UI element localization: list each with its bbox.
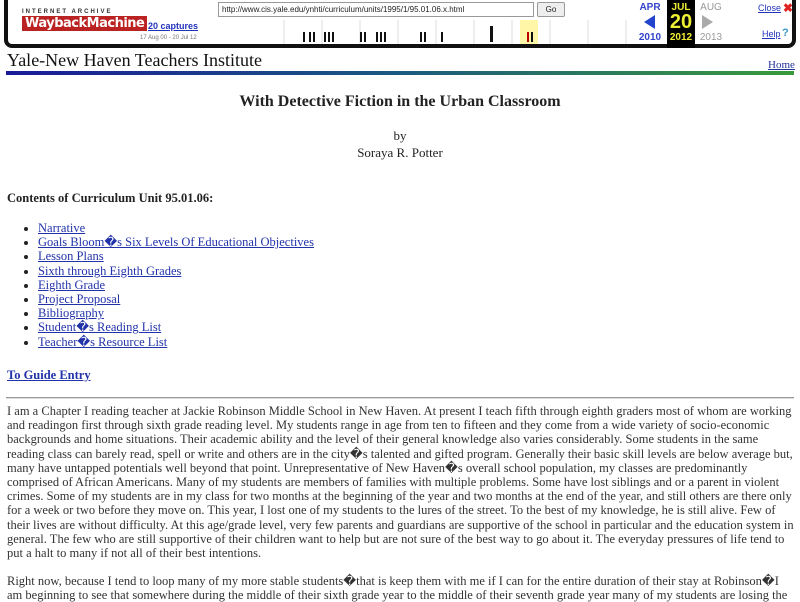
contents-heading: Contents of Curriculum Unit 95.01.06: bbox=[7, 191, 214, 205]
contents-link[interactable]: Lesson Plans bbox=[38, 249, 104, 264]
captures-range: 17 Aug 00 - 20 Jul 12 bbox=[140, 35, 197, 41]
prev-arrow-icon[interactable] bbox=[644, 15, 655, 29]
help-icon[interactable]: ? bbox=[782, 27, 789, 39]
list-item bbox=[38, 249, 314, 263]
page-title: With Detective Fiction in the Urban Classroom bbox=[239, 93, 561, 110]
section-divider bbox=[6, 397, 794, 399]
list-item bbox=[38, 335, 314, 349]
paragraph: I am a Chapter I reading teacher at Jackie Robinson Middle School in New Haven. At present I teach fifth through eighth graders most of whom are working and readingon first through sixth grade reading level. My students range in age from ten to fifteen and they come from a wide variety of socio-economic backgrounds and home situations. Their academic ability and the level of their general knowledge also varies considerably. Some students in the same reading class can barely read, spell or write and others are in the city�s talented and gifted program. Generally their basic skill levels are below average but, many have untapped potentials well beyond that point. Unrepresentative of New Haven�s overall school population, my classes are predominantly comprised of African Americans. Many of my students are members of families with multiple problems. Some have lost siblings and or a parent in violent crimes. Some of my students are in my class for two months at the beginning of the year and two months at the end of the year, and still others are there only for a week or two before they move on. This year, I lost one of my students to the lures of the street. To the best of my knowledge, he is still alive. Few of their lives are without difficulty. At this age/grade level, very few parents and guardians are supportive of the school in particular and the education system in general. The few who are still supportive of their children want to help but are not sure of the best way to go about it. The everyday pressures of life tend to put a halt to many if not all of their best intentions. bbox=[7, 404, 794, 561]
header-divider bbox=[6, 71, 794, 75]
capture-sparkline[interactable] bbox=[210, 20, 636, 44]
list-item bbox=[38, 320, 314, 334]
guide-entry-link[interactable]: To Guide Entry bbox=[7, 368, 91, 382]
contents-link[interactable]: Narrative bbox=[38, 221, 86, 235]
home-link[interactable]: Home bbox=[768, 59, 795, 71]
contents-link[interactable]: Eighth Grade bbox=[38, 277, 105, 292]
contents-link[interactable]: Student�s Reading List bbox=[38, 320, 162, 335]
contents-link[interactable]: Bibliography bbox=[38, 306, 104, 321]
list-item bbox=[38, 264, 314, 278]
contents-link[interactable]: Sixth through Eighth Grades bbox=[38, 263, 182, 278]
next-month: AUG bbox=[700, 2, 722, 13]
contents-list bbox=[22, 221, 314, 349]
logo-caption: INTERNET ARCHIVE bbox=[22, 9, 113, 15]
contents-link[interactable]: Teacher�s Resource List bbox=[38, 334, 168, 349]
next-year: 2013 bbox=[699, 32, 723, 43]
author: Soraya R. Potter bbox=[357, 145, 443, 160]
list-item bbox=[38, 278, 314, 292]
by-label: by bbox=[393, 128, 407, 143]
list-item bbox=[38, 235, 314, 249]
url-input[interactable]: http://www.cis.yale.edu/ynhti/curriculum/units/1995/1/95.01.06.x.html bbox=[218, 2, 534, 17]
contents-link[interactable]: Goals Bloom�s Six Levels Of Educational Objectives bbox=[38, 235, 314, 250]
help-link[interactable]: Help bbox=[762, 29, 781, 39]
list-item bbox=[38, 221, 314, 235]
go-button[interactable]: Go bbox=[537, 2, 565, 17]
prev-year[interactable]: 2010 bbox=[638, 32, 662, 43]
captures-link[interactable]: 20 captures bbox=[148, 21, 199, 31]
next-arrow-icon bbox=[702, 15, 713, 29]
close-icon[interactable]: ✖ bbox=[783, 1, 794, 15]
contents-link[interactable]: Project Proposal bbox=[38, 292, 121, 307]
site-name: Yale-New Haven Teachers Institute bbox=[7, 50, 262, 70]
current-date bbox=[667, 0, 695, 48]
list-item bbox=[38, 306, 314, 320]
wayback-logo[interactable]: WaybackMachine bbox=[22, 16, 147, 31]
current-month: JUL bbox=[671, 2, 691, 13]
current-year: 2012 bbox=[669, 32, 693, 43]
prev-month[interactable]: APR bbox=[639, 2, 661, 13]
current-day: 20 bbox=[669, 11, 693, 33]
close-link[interactable]: Close bbox=[758, 3, 782, 13]
paragraph: Right now, because I tend to loop many of my more stable students�that is keep them with me if I can for the entire duration of their stay at Robinson�I am beginning to see that somewhere during the middle of their sixth grade year to the middle of their seventh grade year many of my students are losing the bbox=[7, 574, 788, 602]
wayback-toolbar bbox=[4, 0, 796, 48]
list-item bbox=[38, 292, 314, 306]
